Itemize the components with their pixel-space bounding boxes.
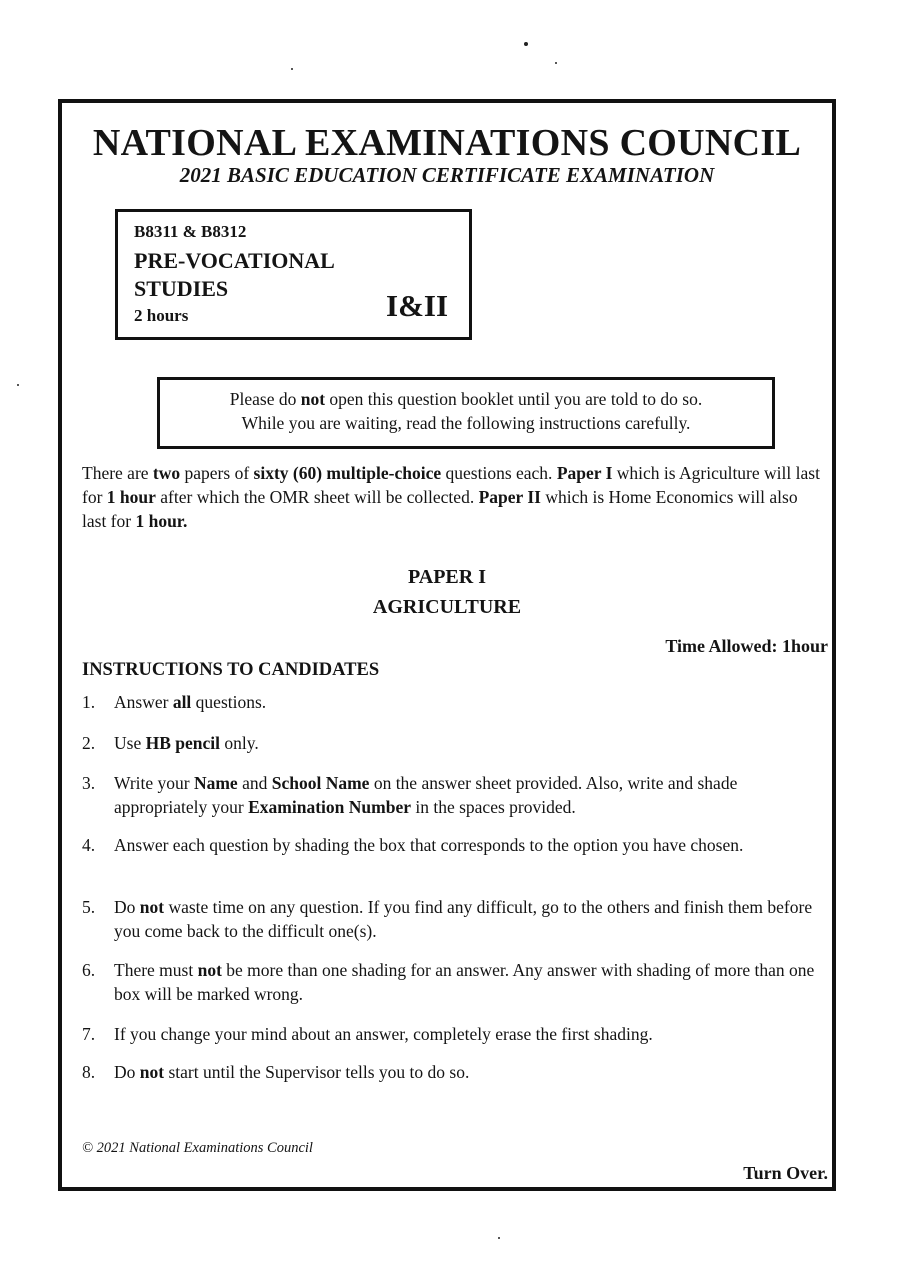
scan-speck bbox=[524, 42, 528, 46]
scan-speck bbox=[291, 68, 293, 70]
paper-codes: B8311 & B8312 bbox=[134, 222, 247, 241]
notice-emphasis: not bbox=[300, 389, 326, 409]
instruction-text: waste time on any question. If you find any difficult, go to the others and finish them before you come back to the difficult one(s). bbox=[114, 897, 813, 941]
instruction-text: start until the Supervisor tells you to do so. bbox=[164, 1062, 470, 1082]
intro-text: papers of bbox=[180, 463, 254, 483]
notice-box bbox=[157, 377, 775, 449]
instruction-number: 7. bbox=[82, 1024, 96, 1044]
notice-text: Please do bbox=[229, 389, 301, 409]
instruction-emphasis: School Name bbox=[271, 773, 370, 793]
instruction-item bbox=[82, 731, 817, 755]
instruction-text: Do bbox=[114, 1062, 140, 1082]
instruction-number: 3. bbox=[82, 773, 96, 793]
intro-text: which is Home Economics will also last for bbox=[82, 487, 798, 531]
instruction-item bbox=[82, 958, 817, 1006]
notice-line-1 bbox=[160, 387, 772, 411]
instruction-number: 2. bbox=[82, 733, 96, 753]
instruction-text: questions. bbox=[191, 692, 267, 712]
instruction-number: 1. bbox=[82, 692, 96, 712]
notice-text: open this question booklet until you are told to do so. bbox=[325, 389, 703, 409]
instructions-heading: INSTRUCTIONS TO CANDIDATES bbox=[82, 660, 380, 680]
instruction-emphasis: all bbox=[172, 692, 192, 712]
instruction-emphasis: HB pencil bbox=[145, 733, 220, 753]
instruction-text: in the spaces provided. bbox=[410, 797, 576, 817]
paper-info-box bbox=[115, 209, 472, 340]
council-title: NATIONAL EXAMINATIONS COUNCIL bbox=[92, 122, 802, 164]
instruction-text: Answer each question by shading the box that corresponds to the option you have chosen. bbox=[114, 835, 744, 855]
instruction-item bbox=[82, 1022, 817, 1046]
duration: 2 hours bbox=[134, 306, 189, 325]
intro-emphasis: Paper I bbox=[556, 463, 613, 483]
instruction-item bbox=[82, 833, 817, 857]
document-frame bbox=[58, 99, 836, 1191]
intro-text: which is Agriculture will last for bbox=[82, 463, 820, 507]
instruction-text: only. bbox=[219, 733, 259, 753]
intro-paragraph bbox=[82, 461, 822, 533]
instruction-text: Write your bbox=[114, 773, 194, 793]
instruction-number: 4. bbox=[82, 835, 96, 855]
intro-text: There are bbox=[82, 463, 153, 483]
exam-title: 2021 BASIC EDUCATION CERTIFICATE EXAMINATION bbox=[179, 163, 715, 187]
scan-speck bbox=[498, 1237, 500, 1239]
instruction-emphasis: not bbox=[139, 1062, 165, 1082]
instruction-item bbox=[82, 771, 817, 819]
intro-emphasis: Paper II bbox=[478, 487, 541, 507]
intro-emphasis: 1 hour. bbox=[135, 511, 188, 531]
instruction-emphasis: Name bbox=[193, 773, 238, 793]
instruction-text: There must bbox=[114, 960, 198, 980]
paper-heading: PAPER I bbox=[408, 566, 486, 588]
instruction-text: on the answer sheet provided. Also, write and shade appropriately your bbox=[114, 773, 738, 817]
instruction-number: 8. bbox=[82, 1062, 96, 1082]
copyright-notice: © 2021 National Examinations Council bbox=[82, 1140, 313, 1156]
instruction-text: If you change your mind about an answer, completely erase the first shading. bbox=[114, 1024, 653, 1044]
turn-over-label: Turn Over. bbox=[743, 1163, 828, 1183]
instruction-emphasis: Examination Number bbox=[248, 797, 411, 817]
scan-speck bbox=[17, 384, 19, 386]
intro-text: questions each. bbox=[441, 463, 557, 483]
instruction-text: Do bbox=[114, 897, 140, 917]
intro-emphasis: sixty (60) multiple-choice bbox=[253, 463, 442, 483]
intro-text: after which the OMR sheet will be collected. bbox=[155, 487, 479, 507]
instruction-text: and bbox=[237, 773, 272, 793]
intro-emphasis: 1 hour bbox=[106, 487, 156, 507]
instruction-item bbox=[82, 895, 817, 943]
scan-speck bbox=[555, 62, 557, 64]
intro-emphasis: two bbox=[152, 463, 181, 483]
instruction-item bbox=[82, 1060, 817, 1084]
time-allowed: Time Allowed: 1hour bbox=[665, 636, 828, 656]
paper-numbers: I&II bbox=[386, 288, 449, 323]
instruction-number: 5. bbox=[82, 897, 96, 917]
subject-line-2: STUDIES bbox=[134, 276, 229, 301]
instruction-text: be more than one shading for an answer. Any answer with shading of more than one box will be marked wrong. bbox=[114, 960, 815, 1004]
instruction-text: Use bbox=[114, 733, 146, 753]
subject-heading: AGRICULTURE bbox=[372, 596, 522, 618]
instruction-emphasis: not bbox=[197, 960, 222, 980]
instruction-item bbox=[82, 690, 817, 714]
instruction-number: 6. bbox=[82, 960, 96, 980]
notice-line-2: While you are waiting, read the following instructions carefully. bbox=[241, 413, 691, 433]
instruction-emphasis: not bbox=[139, 897, 165, 917]
subject-line-1: PRE-VOCATIONAL bbox=[134, 248, 335, 273]
instruction-text: Answer bbox=[114, 692, 173, 712]
